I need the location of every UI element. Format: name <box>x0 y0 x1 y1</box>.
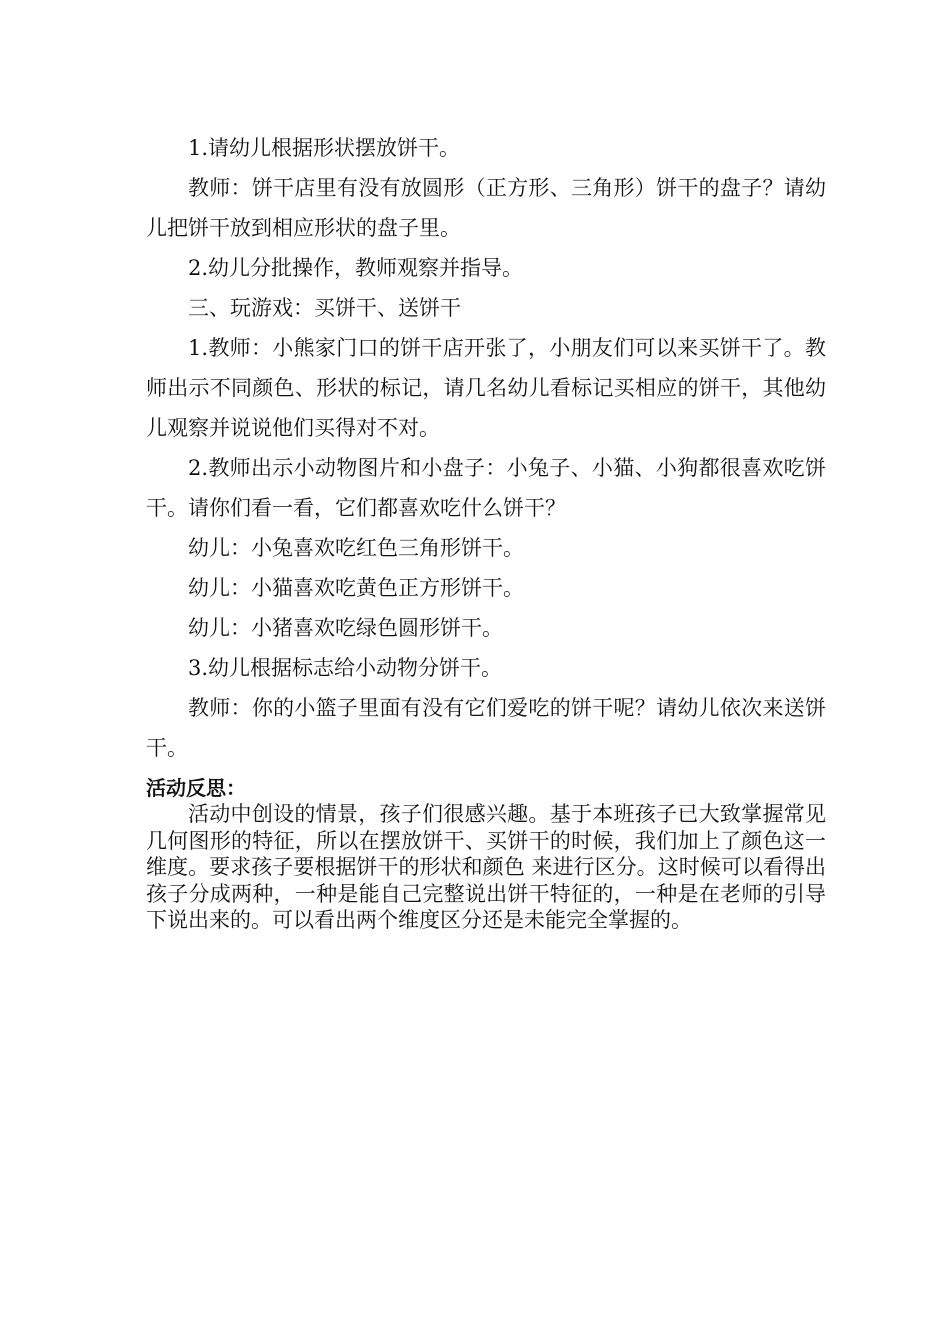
paragraph: 3.幼儿根据标志给小动物分饼干。 <box>188 656 503 680</box>
paragraph: 1.请幼儿根据形状摆放饼干。 <box>188 136 461 160</box>
paragraph: 幼儿：小猫喜欢吃黄色正方形饼干。 <box>188 576 524 600</box>
section-heading: 三、玩游戏：买饼干、送饼干 <box>188 296 461 320</box>
reflection-text: 活动中创设的情景，孩子们很感兴趣。基于本班孩子已大致掌握常见几何图形的特征，所以在摆放饼干、买饼干的时候，我们加上了颜色这一维度。要求孩子要根据饼干的形状和颜色 来进行区分。这时候可以看得出孩子分成两种，一种是能自己完整说出饼干特征的，一种是在老师的引导下说出来的。可以看出两个维度区分还是未能完全掌握的。 <box>146 802 826 932</box>
paragraph: 教师：饼干店里有没有放圆形（正方形、三角形）饼干的盘子？请幼儿把饼干放到相应形状的盘子里。 <box>146 176 826 240</box>
lesson-body <box>146 128 826 768</box>
paragraph: 1.教师：小熊家门口的饼干店开张了，小朋友们可以来买饼干了。教师出示不同颜色、形状的标记，请几名幼儿看标记买相应的饼干，其他幼儿观察并说说他们买得对不对。 <box>146 336 826 440</box>
paragraph: 2.教师出示小动物图片和小盘子：小兔子、小猫、小狗都很喜欢吃饼干。请你们看一看，它们都喜欢吃什么饼干？ <box>146 456 826 520</box>
paragraph: 幼儿：小兔喜欢吃红色三角形饼干。 <box>188 536 524 560</box>
reflection-heading: 活动反思： <box>146 776 246 800</box>
paragraph: 幼儿：小猪喜欢吃绿色圆形饼干。 <box>188 616 503 640</box>
paragraph: 2.幼儿分批操作，教师观察并指导。 <box>188 256 524 280</box>
reflection-section <box>146 775 826 934</box>
paragraph: 教师：你的小篮子里面有没有它们爱吃的饼干呢？请幼儿依次来送饼干。 <box>146 696 826 760</box>
